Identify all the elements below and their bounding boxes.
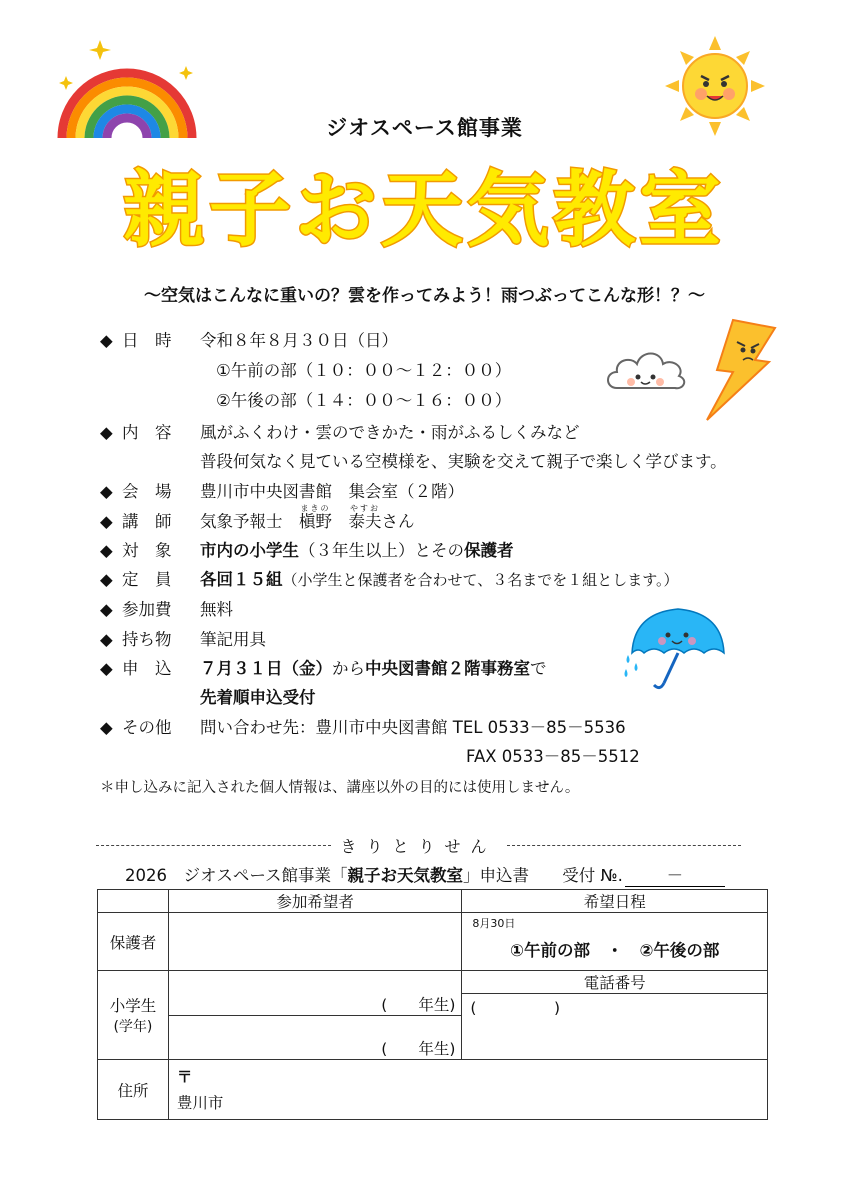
apply-place: 中央図書館２階事務室 bbox=[365, 659, 530, 678]
target-guardian: 保護者 bbox=[464, 541, 514, 560]
row-child-label-2: (学年) bbox=[113, 1019, 153, 1035]
label-datetime: 日 時 bbox=[122, 331, 172, 350]
value-morning-session: ①午前の部（１０：００～１２：００） bbox=[216, 361, 512, 380]
privacy-note: ＊申し込みに記入された個人情報は、講座以外の目的には使用しません。 bbox=[100, 780, 580, 796]
value-contact-fax: FAX 0533－85－5512 bbox=[466, 747, 640, 766]
umbrella-icon bbox=[620, 603, 732, 695]
bullet-icon: ◆ bbox=[100, 482, 113, 501]
form-heading-post: 」申込書 bbox=[463, 866, 530, 885]
event-title bbox=[0, 150, 849, 266]
info-other bbox=[100, 718, 626, 738]
info-fee bbox=[100, 600, 233, 620]
value-content-2: 普段何気なく見ている空模様を、実験を交えて親子で楽しく学びます。 bbox=[200, 452, 727, 471]
col-preferred-date: 希望日程 bbox=[462, 890, 768, 913]
info-apply bbox=[100, 659, 547, 679]
label-content: 内 容 bbox=[122, 423, 172, 442]
address-field[interactable] bbox=[168, 1060, 767, 1120]
info-datetime bbox=[100, 331, 398, 351]
row-address-label: 住所 bbox=[98, 1060, 169, 1120]
date-small: 8月30日 bbox=[472, 917, 516, 930]
cut-line bbox=[96, 834, 741, 857]
info-capacity bbox=[100, 570, 679, 590]
bullet-icon: ◆ bbox=[100, 570, 113, 589]
label-venue: 会 場 bbox=[122, 482, 172, 501]
cut-line-dash-left bbox=[96, 845, 331, 846]
col-phone: 電話番号 bbox=[462, 971, 768, 994]
label-apply: 申 込 bbox=[122, 659, 172, 678]
target-children: 市内の小学生 bbox=[200, 541, 299, 560]
label-capacity: 定 員 bbox=[122, 570, 172, 589]
value-items: 筆記用具 bbox=[200, 630, 266, 649]
label-items: 持ち物 bbox=[122, 630, 172, 649]
cloud-icon bbox=[603, 344, 689, 392]
lecturer-given-name: 泰夫 bbox=[348, 512, 382, 531]
postal-mark: 〒 bbox=[176, 1068, 193, 1086]
lecturer-family-name: 槇野 bbox=[299, 512, 332, 531]
row-guardian-label: 保護者 bbox=[98, 913, 169, 971]
phone-parens: ( ) bbox=[470, 999, 560, 1017]
capacity-note: （小学生と保護者を合わせて、３名までを１組とします。） bbox=[282, 571, 679, 589]
value-date: 令和８年８月３０日（日） bbox=[200, 331, 398, 350]
session-choice[interactable]: ①午前の部 ・ ②午後の部 bbox=[509, 941, 720, 960]
info-venue bbox=[100, 482, 464, 502]
bullet-icon: ◆ bbox=[100, 541, 113, 560]
lecturer-suffix: さん bbox=[381, 512, 415, 531]
subtitle: ～空気はこんなに重いの？雲を作ってみよう！雨つぶってこんな形！？～ bbox=[144, 286, 705, 306]
receipt-number-label: 受付 №. bbox=[562, 866, 623, 885]
apply-at: で bbox=[530, 659, 547, 678]
label-target: 対 象 bbox=[122, 541, 172, 560]
value-fee: 無料 bbox=[200, 600, 233, 619]
organizer-heading: ジオスペース館事業 bbox=[326, 116, 523, 140]
bullet-icon: ◆ bbox=[100, 512, 113, 531]
child-2-field[interactable] bbox=[168, 1016, 462, 1060]
child-1-field[interactable] bbox=[168, 971, 462, 1016]
target-grade: （３年生以上）とその bbox=[299, 541, 464, 560]
apply-from: から bbox=[332, 659, 365, 678]
receipt-number-field[interactable]: － bbox=[625, 862, 725, 887]
given-name-ruby: やすお bbox=[350, 504, 380, 513]
child-1-grade: ( 年生) bbox=[381, 996, 456, 1014]
value-afternoon-session: ②午後の部（１４：００～１６：００） bbox=[216, 391, 512, 410]
family-name-ruby: まきの bbox=[300, 504, 331, 513]
cut-line-dash-right bbox=[507, 845, 742, 846]
info-content bbox=[100, 423, 580, 443]
value-contact-tel: 問い合わせ先：豊川市中央図書館 TEL 0533－85－5536 bbox=[200, 718, 626, 737]
row-child-label-1: 小学生 bbox=[109, 997, 157, 1015]
form-heading-pre: 2026 ジオスペース館事業「 bbox=[125, 866, 348, 885]
address-city: 豊川市 bbox=[176, 1094, 224, 1112]
row-child-label bbox=[98, 971, 169, 1060]
event-title-text: 親子お天気教室 bbox=[122, 163, 726, 258]
phone-field[interactable] bbox=[462, 994, 768, 1060]
bullet-icon: ◆ bbox=[100, 423, 113, 442]
bullet-icon: ◆ bbox=[100, 659, 113, 678]
form-heading bbox=[125, 862, 725, 887]
label-other: その他 bbox=[122, 718, 172, 737]
bullet-icon: ◆ bbox=[100, 718, 113, 737]
bullet-icon: ◆ bbox=[100, 630, 113, 649]
cut-line-label: きりとりせん bbox=[340, 837, 497, 856]
capacity-groups: 各回１５組 bbox=[200, 570, 283, 589]
child-2-grade: ( 年生) bbox=[381, 1040, 456, 1058]
info-items bbox=[100, 630, 266, 650]
session-choice-cell[interactable] bbox=[462, 913, 768, 971]
value-venue: 豊川市中央図書館 集会室（２階） bbox=[200, 482, 464, 501]
col-participants: 参加希望者 bbox=[168, 890, 462, 913]
value-content-1: 風がふくわけ・雲のできかた・雨がふるしくみなど bbox=[200, 423, 580, 442]
label-fee: 参加費 bbox=[122, 600, 172, 619]
apply-date: ７月３１日（金） bbox=[200, 659, 332, 678]
form-heading-title: 親子お天気教室 bbox=[347, 866, 464, 885]
bullet-icon: ◆ bbox=[100, 600, 113, 619]
lightning-icon bbox=[703, 318, 779, 422]
lecturer-role: 気象予報士 bbox=[200, 512, 283, 531]
guardian-name-field[interactable] bbox=[168, 913, 462, 971]
bullet-icon: ◆ bbox=[100, 331, 113, 350]
info-lecturer bbox=[100, 504, 415, 532]
application-form bbox=[97, 889, 768, 1120]
info-target bbox=[100, 541, 514, 561]
label-lecturer: 講 師 bbox=[122, 512, 172, 531]
apply-first-come: 先着順申込受付 bbox=[200, 688, 316, 707]
